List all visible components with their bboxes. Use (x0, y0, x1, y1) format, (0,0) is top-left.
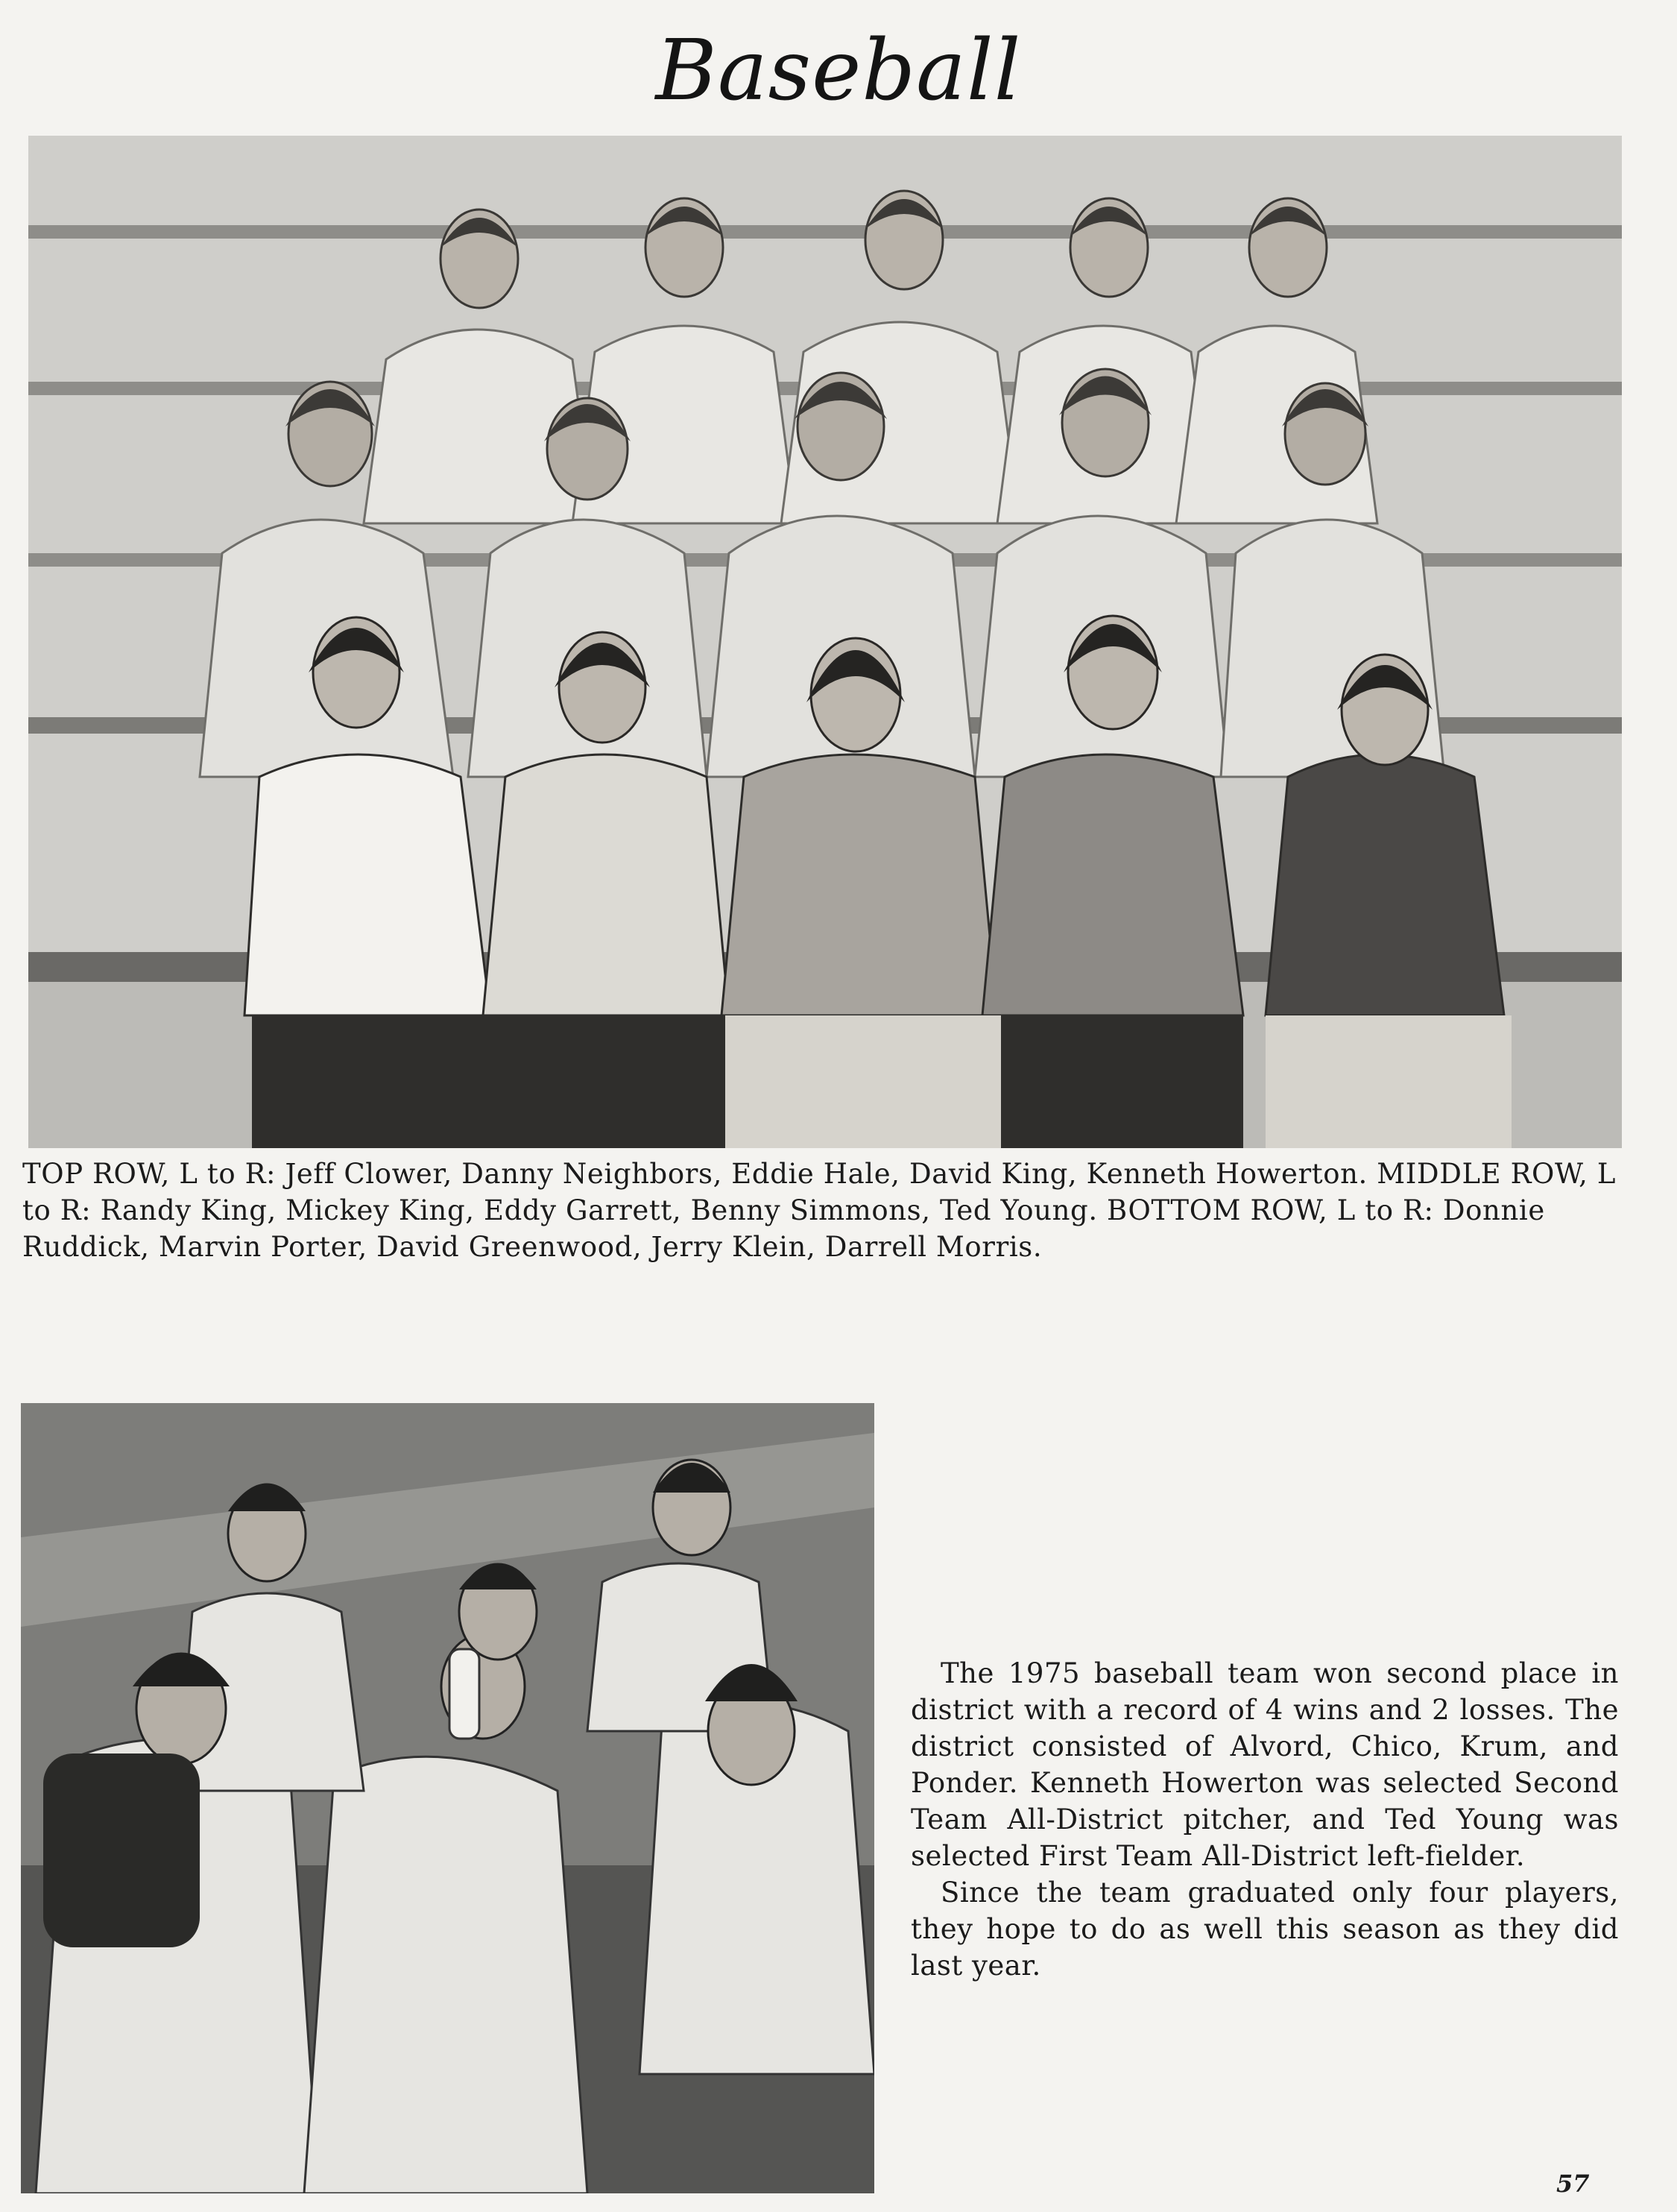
team-photo-caption: TOP ROW, L to R: Jeff Clower, Danny Neighbors, Eddie Hale, David King, Kenneth Howerton. MIDDLE ROW, L to R: Randy King, Mickey King, Eddy Garrett, Benny Simmons, Ted Young. BOTTOM ROW, L to R: Donnie Ruddick, Marvin Porter, David Greenwood, Jerry Klein, Darrell Morris. (22, 1158, 1617, 1263)
team-photo (28, 136, 1622, 1148)
article-paragraph: The 1975 baseball team won second place in district with a record of 4 wins and 2 losses. The district consisted of Alvord, Chico, Krum, and Ponder. Kenneth Howerton was selected Second Team All-District pitcher, and Ted Young was selected First Team All-District left-fielder. (911, 1657, 1619, 1872)
article-body (911, 1655, 1619, 1984)
page-number: 57 (1556, 2170, 1590, 2198)
page-title: Baseball (655, 22, 1022, 119)
article-paragraph: Since the team graduated only four players, they hope to do as well this season as they did last year. (911, 1877, 1619, 1982)
action-photo (21, 1403, 874, 2193)
